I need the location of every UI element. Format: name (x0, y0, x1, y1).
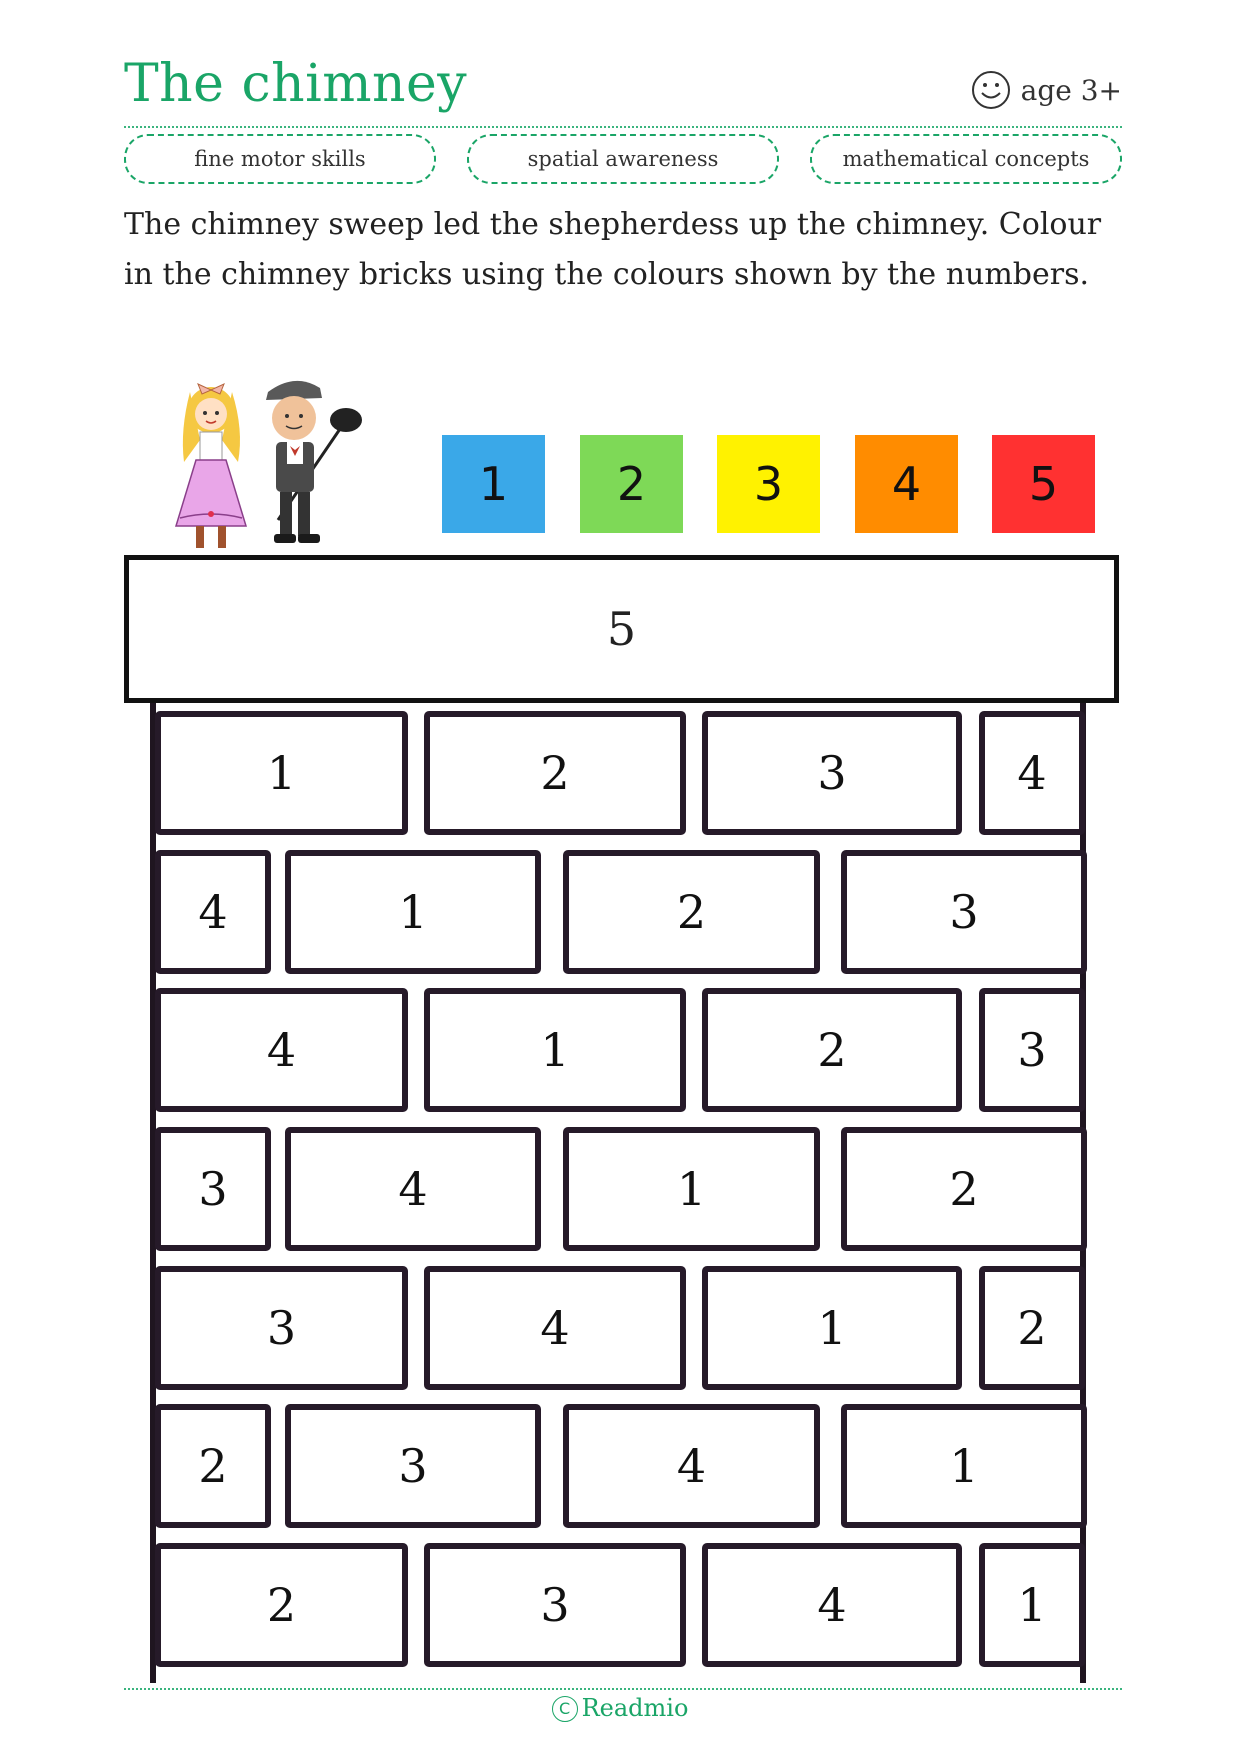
page-title: The chimney (124, 54, 468, 114)
footer-brand (0, 1694, 1240, 1722)
brick-number: 2 (949, 1162, 979, 1216)
chimney-brick[interactable] (155, 1266, 408, 1390)
brick-number: 1 (949, 1439, 979, 1493)
shepherdess-figure (176, 384, 246, 548)
brick-number: 4 (540, 1301, 570, 1355)
colour-key-number: 5 (1028, 457, 1059, 511)
brick-number: 1 (1017, 1578, 1047, 1632)
header-divider (124, 126, 1122, 128)
chimney-brick[interactable] (841, 850, 1087, 974)
chimney-brick[interactable] (563, 1404, 820, 1528)
skill-tag: spatial awareness (467, 134, 779, 184)
brick-number: 2 (266, 1578, 297, 1632)
brick-number: 2 (198, 1439, 228, 1493)
colour-key-number: 4 (891, 457, 922, 511)
chimney-brick[interactable] (702, 1543, 962, 1667)
chimney-brick[interactable] (563, 1127, 820, 1251)
characters-illustration (170, 370, 370, 556)
chimney-sweep-figure (266, 381, 362, 543)
chimney-brick[interactable] (155, 850, 271, 974)
brick-number: 4 (266, 1023, 297, 1077)
brick-number: 4 (1017, 746, 1047, 800)
chimney-brick[interactable] (285, 1404, 541, 1528)
smiley-icon (971, 70, 1011, 110)
brick-number: 2 (817, 1023, 847, 1077)
brick-number: 4 (817, 1578, 847, 1632)
brick-number: 3 (540, 1578, 570, 1632)
chimney-brick[interactable] (155, 1127, 271, 1251)
chimney-brick[interactable] (702, 988, 962, 1112)
brick-number: 4 (198, 885, 228, 939)
brick-number: 3 (949, 885, 979, 939)
colour-key-swatch (580, 435, 683, 533)
skill-tags (124, 134, 1122, 184)
brick-number: 2 (540, 746, 570, 800)
colour-key-swatch (855, 435, 958, 533)
brick-number: 2 (1017, 1301, 1047, 1355)
age-label: age 3+ (1020, 73, 1122, 107)
colour-key-number: 3 (753, 457, 784, 511)
skill-tag: fine motor skills (124, 134, 436, 184)
chimney-brick[interactable] (563, 850, 820, 974)
brick-number: 4 (676, 1439, 707, 1493)
brick-number: 1 (676, 1162, 707, 1216)
chimney-brick[interactable] (702, 711, 962, 835)
brick-number: 1 (540, 1023, 570, 1077)
chimney-cap-number: 5 (606, 602, 637, 656)
chimney-brick[interactable] (841, 1404, 1087, 1528)
chimney-brick[interactable] (424, 1543, 686, 1667)
brick-number: 3 (817, 746, 847, 800)
chimney-brick[interactable] (979, 1266, 1085, 1390)
brick-number: 1 (398, 885, 428, 939)
brick-number: 3 (1017, 1023, 1047, 1077)
brick-number: 2 (676, 885, 707, 939)
brick-number: 4 (398, 1162, 428, 1216)
instructions-text: The chimney sweep led the shepherdess up the chimney. Colour in the chimney bricks using the colours shown by the numbers. (124, 207, 1102, 292)
chimney-brick[interactable] (424, 1266, 686, 1390)
brick-number: 1 (817, 1301, 847, 1355)
skill-tag: mathematical concepts (810, 134, 1122, 184)
chimney-brick[interactable] (285, 850, 541, 974)
colour-key-number: 2 (616, 457, 647, 511)
chimney-brick[interactable] (155, 1404, 271, 1528)
colour-key-number: 1 (478, 457, 509, 511)
footer-divider (124, 1688, 1122, 1690)
colour-key-swatch (992, 435, 1095, 533)
chimney-brick[interactable] (155, 988, 408, 1112)
chimney-brick[interactable] (424, 988, 686, 1112)
chimney-brick[interactable] (155, 1543, 408, 1667)
brick-number: 3 (198, 1162, 228, 1216)
chimney-brick[interactable] (979, 711, 1085, 835)
brick-number: 3 (266, 1301, 297, 1355)
chimney-brick[interactable] (841, 1127, 1087, 1251)
chimney-brick[interactable] (979, 1543, 1085, 1667)
chimney-brick[interactable] (979, 988, 1085, 1112)
brand-name: Readmio (581, 1694, 689, 1722)
colour-key-swatch (717, 435, 820, 533)
chimney-brick[interactable] (155, 711, 408, 835)
chimney-brick[interactable] (702, 1266, 962, 1390)
colour-key-swatch (442, 435, 545, 533)
copyright-icon: C (552, 1696, 578, 1722)
chimney-brick[interactable] (424, 711, 686, 835)
brick-number: 3 (398, 1439, 428, 1493)
age-badge (971, 70, 1122, 110)
brick-number: 1 (266, 746, 297, 800)
chimney-brick[interactable] (285, 1127, 541, 1251)
chimney-cap[interactable] (124, 555, 1119, 703)
